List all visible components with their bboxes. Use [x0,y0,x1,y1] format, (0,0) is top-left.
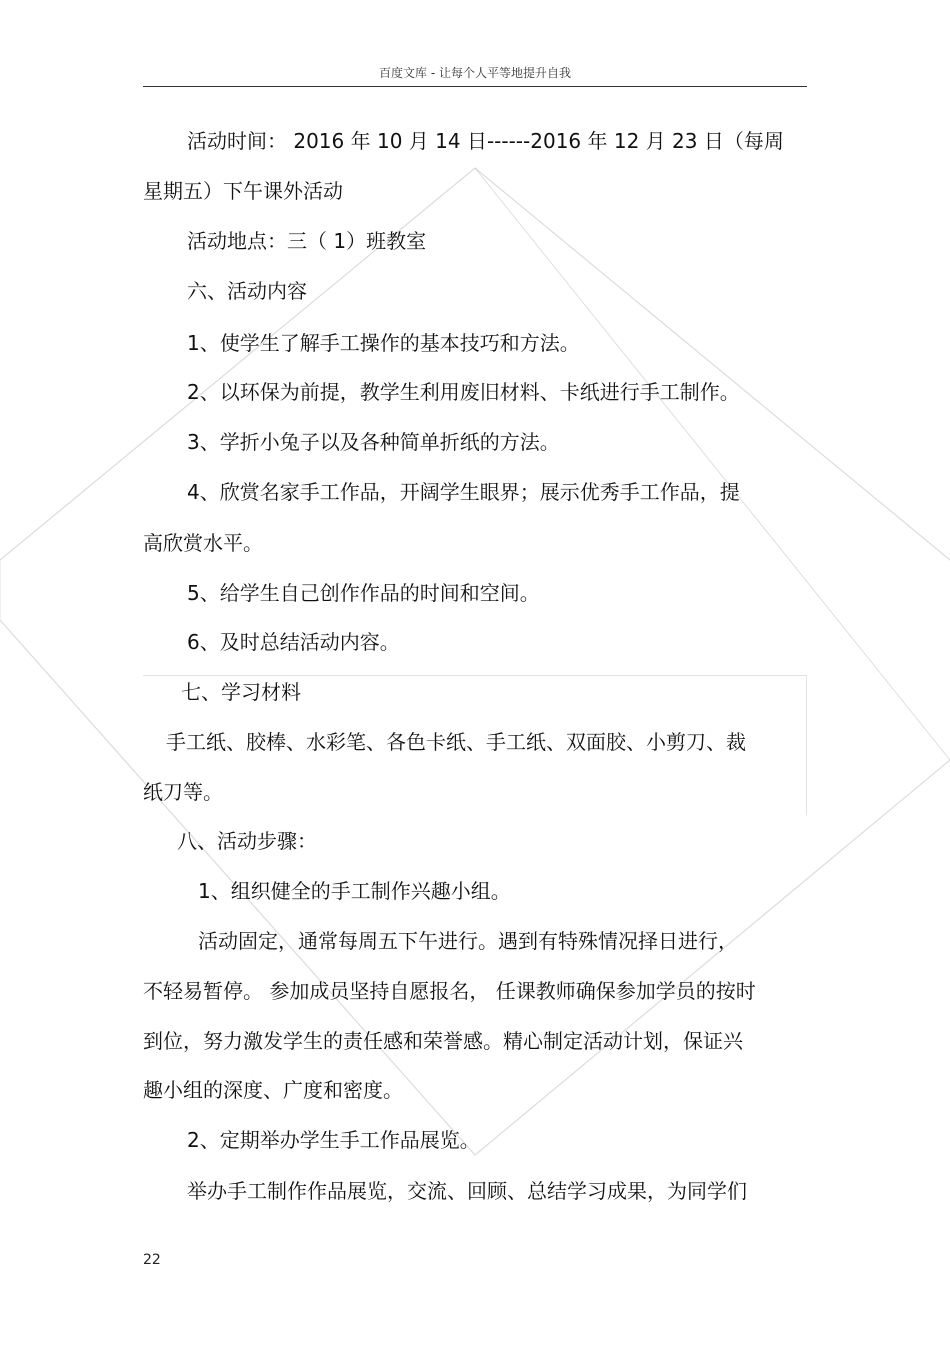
content-item-1: 1、使学生了解手工操作的基本技巧和方法。 [187,331,580,355]
activity-time-line-2: 星期五）下午课外活动 [143,179,343,203]
step-1-heading: 1、组织健全的手工制作兴趣小组。 [198,879,511,903]
step-1-paragraph-line-1: 活动固定，通常每周五下午进行。遇到有特殊情况择日进行， [198,929,738,953]
step-1-paragraph-line-3: 到位，努力激发学生的责任感和荣誉感。精心制定活动计划，保证兴 [143,1029,743,1053]
section-heading-content: 六、活动内容 [187,279,307,303]
section-heading-steps: 八、活动步骤： [177,829,317,853]
step-1-paragraph-line-4: 趣小组的深度、广度和密度。 [143,1078,403,1102]
materials-line-2: 纸刀等。 [143,780,223,804]
content-item-4-line-2: 高欣赏水平。 [143,531,263,555]
step-2-heading: 2、定期举办学生手工作品展览。 [187,1128,480,1152]
activity-time-line-1: 活动时间： 2016 年 10 月 14 日------2016 年 12 月 23 日（每周 [187,129,784,153]
content-item-5: 5、给学生自己创作作品的时间和空间。 [187,581,540,605]
content-item-6: 6、及时总结活动内容。 [187,630,400,654]
content-item-3: 3、学折小兔子以及各种简单折纸的方法。 [187,430,560,454]
content-item-4-line-1: 4、欣赏名家手工作品，开阔学生眼界；展示优秀手工作品，提 [187,480,740,504]
materials-line-1: 手工纸、胶棒、水彩笔、各色卡纸、手工纸、双面胶、小剪刀、裁 [166,730,746,754]
step-1-paragraph-line-2: 不轻易暂停。 参加成员坚持自愿报名， 任课教师确保参加学员的按时 [143,979,756,1003]
content-item-2: 2、以环保为前提，教学生利用废旧材料、卡纸进行手工制作。 [187,380,740,404]
activity-location: 活动地点：三（ 1）班教室 [187,229,427,253]
running-header: 百度文库 - 让每个人平等地提升自我 [379,66,571,80]
step-2-paragraph-line-1: 举办手工制作作品展览，交流、回顾、总结学习成果，为同学们 [187,1179,747,1203]
header-divider [143,86,807,87]
section-heading-materials: 七、学习材料 [181,680,301,704]
section-box-top-border [143,675,807,676]
section-box-right-border [806,675,807,815]
page-number: 22 [143,1252,161,1268]
